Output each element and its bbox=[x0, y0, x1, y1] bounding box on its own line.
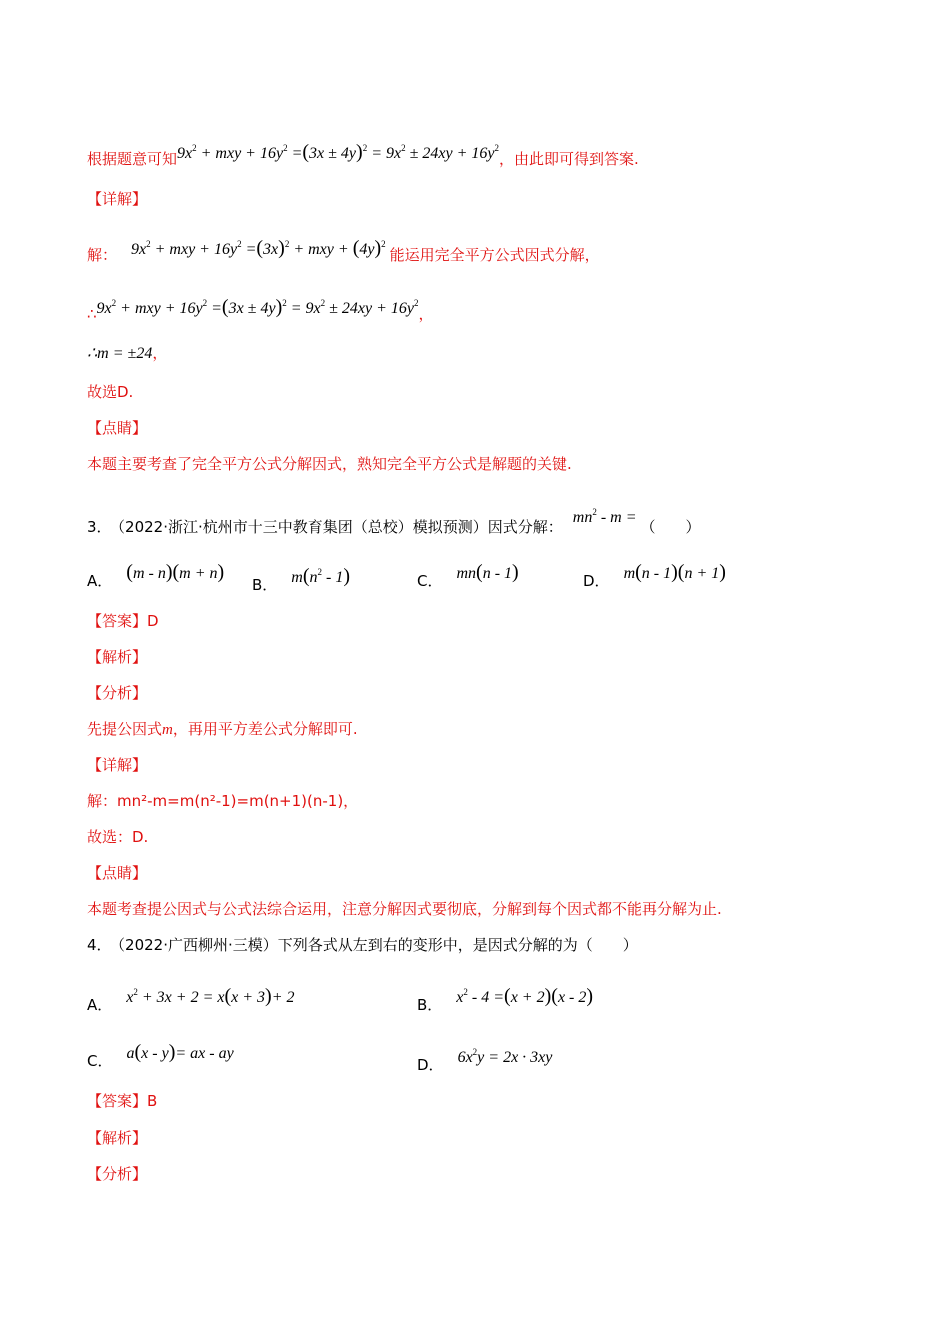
option-math: $x^2 + 3x + 2 = x(x + 3)+ 2$ bbox=[126, 985, 295, 1007]
q3-choice: 故选：D. bbox=[87, 828, 149, 846]
q3-detail-text: 解：mn²-m=m(n²-1)=m(n+1)(n-1)， bbox=[87, 792, 359, 810]
q2-detail-pre: 解： bbox=[87, 246, 118, 264]
option-label: D． bbox=[583, 572, 610, 590]
option-label: B． bbox=[417, 996, 443, 1014]
q3-option-d[interactable] bbox=[583, 562, 726, 591]
option-label: D． bbox=[417, 1056, 444, 1074]
therefore-symbol: ∴ bbox=[87, 305, 97, 323]
q2-detail-post1: 能运用完全平方公式因式分解， bbox=[389, 246, 600, 264]
q3-bracket: （ ） bbox=[640, 518, 701, 536]
option-math: $x^2 - 4 =(x + 2)(x - 2)$ bbox=[456, 985, 594, 1007]
option-math: $6x^2y = 2x \cdot 3xy$ bbox=[457, 1047, 553, 1066]
option-label: B． bbox=[252, 576, 278, 594]
q4-answer: 【答案】B bbox=[87, 1092, 158, 1110]
q2-therefore-line1 bbox=[87, 293, 434, 324]
option-math: a(x - y)= ax - ay bbox=[126, 1041, 234, 1063]
q2-detail-math2: $9x^2$ + mxy + $16y^2 =(3x \pm 4y)^2 = 9x^2 \pm 24xy + 16y^2$ bbox=[96, 296, 419, 318]
option-label: A． bbox=[87, 572, 113, 590]
q3-option-c[interactable] bbox=[417, 562, 519, 591]
q4-option-b[interactable] bbox=[417, 982, 593, 1015]
q3-option-a[interactable] bbox=[87, 562, 224, 591]
q2-comment: 本题主要考查了完全平方公式分解因式，熟知完全平方公式是解题的关键. bbox=[87, 455, 572, 473]
q2-detail-line1 bbox=[87, 234, 600, 265]
q2-detail-post3: ， bbox=[152, 344, 168, 362]
q2-analysis-post: ，由此即可得到答案. bbox=[499, 150, 639, 168]
q3-analysis-header: 【解析】 bbox=[87, 648, 148, 666]
q4-option-c[interactable] bbox=[87, 1042, 234, 1071]
q3-stem-math: $mn^2$ - m = bbox=[572, 507, 637, 526]
q3-fenxi-text bbox=[87, 719, 358, 740]
q4-analysis-header: 【解析】 bbox=[87, 1129, 148, 1147]
q3-fenxi-header: 【分析】 bbox=[87, 684, 148, 702]
q3-stem bbox=[87, 502, 701, 537]
q2-therefore-line2 bbox=[87, 343, 167, 364]
q4-option-d[interactable] bbox=[417, 1042, 552, 1075]
q3-fenxi-var: m bbox=[162, 722, 173, 738]
q2-analysis-line bbox=[87, 138, 639, 169]
option-math: $m(n^2 - 1)$ bbox=[291, 565, 351, 587]
q2-choice: 故选D. bbox=[87, 383, 134, 401]
q2-analysis-pre: 根据题意可知 bbox=[87, 150, 178, 168]
q3-fenxi-pre: 先提公因式 bbox=[87, 720, 163, 738]
q2-m-value: ∴m = ±24 bbox=[87, 345, 153, 362]
q4-fenxi-header: 【分析】 bbox=[87, 1165, 148, 1183]
q2-detail-post2: ， bbox=[418, 305, 434, 323]
q3-number: 3． bbox=[87, 518, 112, 536]
q3-option-b[interactable] bbox=[252, 562, 350, 595]
option-label: C． bbox=[417, 572, 443, 590]
q4-number: 4． bbox=[87, 936, 112, 954]
option-math: (m - n)(m + n) bbox=[126, 561, 225, 583]
q4-option-a[interactable] bbox=[87, 982, 295, 1015]
q2-analysis-math: $9x^2$ + mxy + $16y^2 =(3x \pm 4y)^2 = 9x^2 \pm 24xy + 16y^2$ bbox=[177, 141, 499, 163]
option-label: C． bbox=[87, 1052, 113, 1070]
q3-source: （2022·浙江·杭州市十三中教育集团（总校）模拟预测）因式分解： bbox=[117, 518, 563, 536]
option-math: mn(n - 1) bbox=[456, 561, 519, 583]
q4-stem-line bbox=[87, 935, 638, 955]
q3-detail-header: 【详解】 bbox=[87, 756, 148, 774]
option-math: m(n - 1)(n + 1) bbox=[623, 561, 726, 583]
q3-comment-header: 【点睛】 bbox=[87, 864, 148, 882]
q3-fenxi-post: ，再用平方差公式分解即可. bbox=[172, 720, 358, 738]
q4-stem: （2022·广西柳州·三模）下列各式从左到右的变形中，是因式分解的为（ ） bbox=[117, 936, 638, 954]
q3-answer: 【答案】D bbox=[87, 612, 159, 630]
option-label: A． bbox=[87, 996, 113, 1014]
q2-detail-header: 【详解】 bbox=[87, 190, 148, 208]
q3-comment: 本题考查提公因式与公式法综合运用，注意分解因式要彻底，分解到每个因式都不能再分解为止. bbox=[87, 900, 722, 918]
q2-detail-math1: $9x^2$ + mxy + $16y^2 =(3x)^2$ + mxy + $(4y)^2$ bbox=[131, 237, 386, 259]
q2-comment-header: 【点睛】 bbox=[87, 419, 148, 437]
